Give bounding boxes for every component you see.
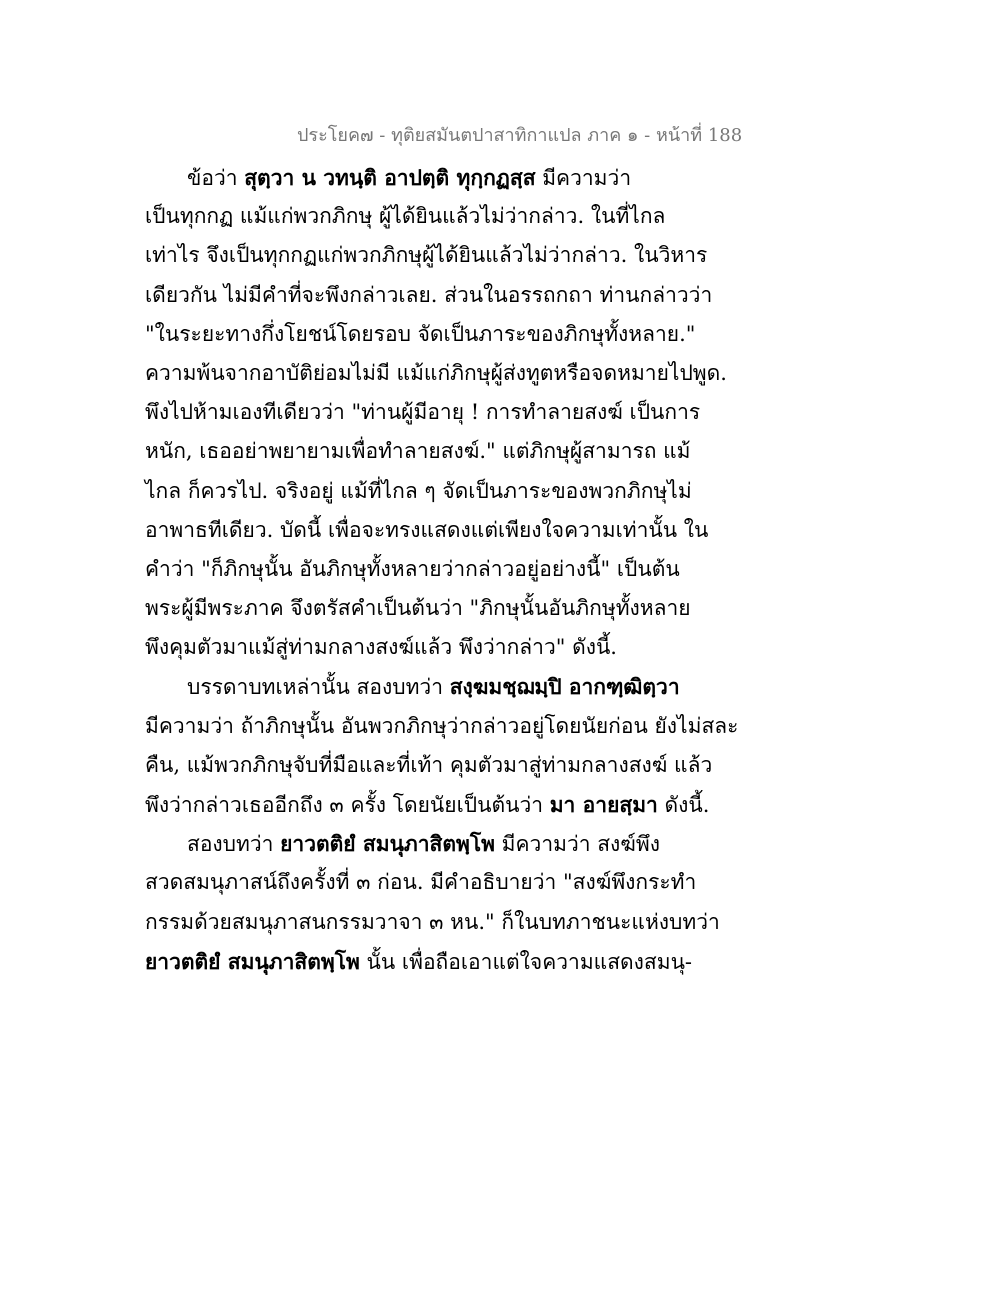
text-run: ดังนี้. [657,793,710,817]
bold-term: ยาวตติยํ สมนุภาสิตพฺโพ [280,831,495,857]
paragraph [145,158,725,667]
text-run: เท่าไร จึงเป็นทุกกฏแก่พวกภิกษุผู้ได้ยินแล้วไม่ว่ากล่าว. ในวิหาร [145,243,708,268]
text-run: พระผู้มีพระภาค จึงตรัสคำเป็นต้นว่า "ภิกษุนั้นอันภิกษุทั้งหลาย [145,596,691,621]
text-line [145,746,725,785]
text-run: ข้อว่า [187,166,245,190]
text-run: อาพาธทีเดียว. บัดนี้ เพื่อจะทรงแสดงแต่เพียงใจความเท่านั้น ใน [145,517,709,542]
text-run: หนัก, เธออย่าพยายามเพื่อทำลายสงฆ์." แต่ภิกษุผู้สามารถ แม้ [145,439,691,464]
text-line [145,511,725,550]
bold-term: มา อายสฺมา [549,792,658,817]
text-line [145,276,725,315]
text-line [145,432,725,471]
text-run: พึงไปห้ามเองทีเดียวว่า "ท่านผู้มีอายุ ! การทำลายสงฆ์ เป็นการ [145,400,701,425]
text-run: มีความว่า สงฆ์พึง [494,832,660,857]
text-line [145,197,725,236]
text-run: นั้น เพื่อถือเอาแต่ใจความแสดงสมนุ- [359,949,693,974]
text-run: เป็นทุกกฏ แม้แก่พวกภิกษุ ผู้ได้ยินแล้วไม่ว่ากล่าว. ในที่ไกล [145,204,666,229]
body-text [145,158,739,981]
text-line [145,472,725,511]
text-line [145,393,725,432]
text-line [145,903,725,942]
running-head: ประโยค๗ - ทุติยสมันตปาสาทิกาแปล ภาค ๑ - หน้าที่ 188 [297,125,743,146]
text-run: บรรดาบทเหล่านั้น สองบทว่า [187,675,450,700]
text-line [145,236,725,275]
text-line [145,550,725,589]
text-line [145,824,725,863]
bold-term: สงฺฆมชฺฌมฺปิ อากฑฺฒิตฺวา [449,674,680,700]
text-run: สองบทว่า [187,832,281,857]
text-run: มีความว่า ถ้าภิกษุนั้น อันพวกภิกษุว่ากล่าวอยู่โดยนัยก่อน ยังไม่สละ [145,713,739,738]
text-run: "ในระยะทางกึ่งโยชน์โดยรอบ จัดเป็นภาระของภิกษุทั้งหลาย." [145,321,696,346]
text-run: ไกล ก็ควรไป. จริงอยู่ แม้ที่ไกล ๆ จัดเป็นภาระของพวกภิกษุไม่ [145,478,692,503]
text-line [145,354,725,393]
text-line [145,942,725,981]
paragraph [145,824,725,981]
text-run: มีความว่า [535,166,632,190]
bold-term: ยาวตติยํ สมนุภาสิตพฺโพ [145,948,360,974]
text-run: เดียวกัน ไม่มีคำที่จะพึงกล่าวเลย. ส่วนในอรรถกถา ท่านกล่าวว่า [145,282,713,307]
text-run: สวดสมนุภาสน์ถึงครั้งที่ ๓ ก่อน. มีคำอธิบายว่า "สงฆ์พึงกระทำ [145,870,697,895]
text-line [145,667,725,706]
text-run: ความพ้นจากอาบัติย่อมไม่มี แม้แก่ภิกษุผู้ส่งทูตหรือจดหมายไปพูด. [145,360,727,385]
text-run: พึงคุมตัวมาแม้สู่ท่ามกลางสงฆ์แล้ว พึงว่ากล่าว" ดังนี้. [145,635,617,660]
text-run: กรรมด้วยสมนุภาสนกรรมวาจา ๓ หน." ก็ในบทภาชนะแห่งบทว่า [145,909,720,934]
text-run: คืน, แม้พวกภิกษุจับที่มือและที่เท้า คุมตัวมาสู่ท่ามกลางสงฆ์ แล้ว [145,752,713,777]
text-line [145,158,725,197]
text-line [145,863,725,902]
text-line [145,315,725,354]
text-run: พึงว่ากล่าวเธออีกถึง ๓ ครั้ง โดยนัยเป็นต้นว่า [145,793,550,817]
text-line [145,628,725,667]
paragraph [145,667,739,824]
text-line [145,785,725,824]
bold-term: สุตฺวา น วทนฺติ อาปตฺติ ทุกฺกฏสฺส [244,165,536,190]
text-line [145,707,739,746]
text-run: คำว่า "ก็ภิกษุนั้น อันภิกษุทั้งหลายว่ากล่าวอยู่อย่างนี้" เป็นต้น [145,556,680,581]
text-line [145,589,725,628]
